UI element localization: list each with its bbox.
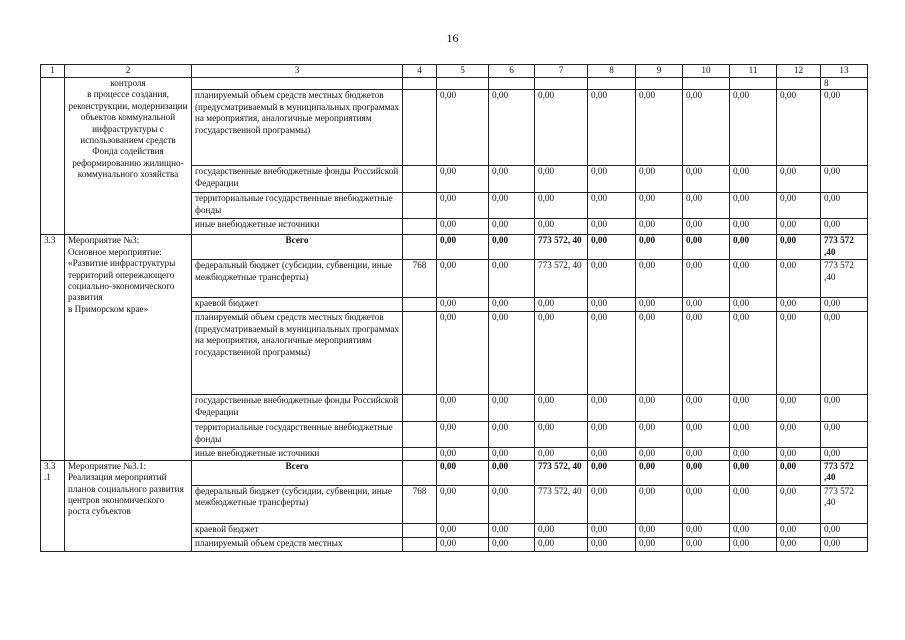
value-cell: 0,00 [489, 422, 535, 448]
value-cell [730, 78, 777, 90]
value-cell: 0,00 [777, 193, 821, 219]
value-cell: 0,00 [683, 193, 730, 219]
value-cell: 0,00 [535, 395, 588, 422]
value-cell: 0,00 [730, 395, 777, 422]
value-cell: 0,00 [588, 90, 636, 166]
value-cell: 0,00 [535, 219, 588, 235]
value-cell: 0,00 [730, 166, 777, 193]
budget-code [403, 193, 437, 219]
value-cell: 0,00 [730, 312, 777, 395]
value-cell: 0,00 [821, 219, 868, 235]
value-cell: 0,00 [535, 537, 588, 551]
value-cell: 0,00 [636, 395, 683, 422]
value-cell: 0,00 [683, 422, 730, 448]
value-cell: 0,00 [683, 235, 730, 260]
value-cell: 0,00 [535, 523, 588, 537]
value-cell: 0,00 [683, 395, 730, 422]
budget-code [403, 395, 437, 422]
column-header: 8 [588, 65, 636, 78]
value-cell: 0,00 [777, 219, 821, 235]
value-cell: 0,00 [588, 219, 636, 235]
value-cell: 0,00 [489, 90, 535, 166]
funding-source: планируемый объем средств местных бюджетов (предусматриваемый в муниципальных программах на мероприятия, аналогичные мероприятиям государственной программы) [192, 312, 403, 395]
column-header: 10 [683, 65, 730, 78]
value-cell: 0,00 [777, 523, 821, 537]
value-cell: 0,00 [821, 395, 868, 422]
value-cell: 0,00 [437, 523, 489, 537]
value-cell: 0,00 [588, 193, 636, 219]
value-cell: 0,00 [636, 166, 683, 193]
value-cell: 0,00 [636, 298, 683, 312]
value-cell: 0,00 [777, 166, 821, 193]
value-cell: 0,00 [777, 298, 821, 312]
value-cell: 0,00 [636, 235, 683, 260]
budget-code [403, 78, 437, 90]
value-cell: 0,00 [535, 312, 588, 395]
value-cell: 0,00 [588, 166, 636, 193]
item-number: 3.3 [41, 235, 65, 460]
value-cell: 0,00 [821, 298, 868, 312]
value-cell: 0,00 [437, 298, 489, 312]
value-cell: 0,00 [821, 312, 868, 395]
value-cell: 0,00 [588, 312, 636, 395]
value-cell: 8 [821, 78, 868, 90]
value-cell: 0,00 [730, 422, 777, 448]
value-cell: 0,00 [730, 193, 777, 219]
item-name: Мероприятие №3.1: Реализация мероприятий планов социального развития центров экономического роста субъектов [65, 460, 192, 551]
value-cell: 0,00 [821, 193, 868, 219]
value-cell: 0,00 [437, 166, 489, 193]
column-header: 1 [41, 65, 65, 78]
value-cell: 773 572, 40 [535, 260, 588, 298]
value-cell: 0,00 [489, 523, 535, 537]
budget-code [403, 90, 437, 166]
value-cell: 0,00 [636, 537, 683, 551]
value-cell: 0,00 [489, 537, 535, 551]
value-cell: 0,00 [730, 260, 777, 298]
value-cell: 0,00 [535, 90, 588, 166]
funding-source: планируемый объем средств местных бюджетов (предусматриваемый в муниципальных программах на мероприятия, аналогичные мероприятиям государственной программы) [192, 90, 403, 166]
budget-code [403, 537, 437, 551]
budget-code [403, 460, 437, 485]
value-cell: 0,00 [489, 260, 535, 298]
value-cell: 0,00 [777, 395, 821, 422]
funding-source: государственные внебюджетные фонды Российской Федерации [192, 166, 403, 193]
value-cell: 0,00 [588, 460, 636, 485]
value-cell [588, 78, 636, 90]
value-cell [683, 78, 730, 90]
value-cell: 0,00 [588, 298, 636, 312]
value-cell: 0,00 [535, 166, 588, 193]
column-header: 13 [821, 65, 868, 78]
value-cell [437, 78, 489, 90]
funding-source: иные внебюджетные источники [192, 219, 403, 235]
item-number [41, 78, 65, 235]
value-cell: 0,00 [777, 485, 821, 523]
budget-code [403, 422, 437, 448]
value-cell: 0,00 [437, 235, 489, 260]
budget-code [403, 523, 437, 537]
value-cell: 0,00 [683, 537, 730, 551]
funding-source [192, 78, 403, 90]
value-cell: 0,00 [636, 422, 683, 448]
value-cell: 0,00 [821, 90, 868, 166]
value-cell: 0,00 [683, 485, 730, 523]
column-header: 11 [730, 65, 777, 78]
funding-source: планируемый объем средств местных [192, 537, 403, 551]
value-cell: 0,00 [683, 298, 730, 312]
value-cell: 0,00 [489, 448, 535, 460]
budget-code [403, 298, 437, 312]
value-cell: 0,00 [636, 460, 683, 485]
budget-code [403, 312, 437, 395]
funding-source: иные внебюджетные источники [192, 448, 403, 460]
value-cell: 0,00 [636, 312, 683, 395]
total-label: Всего [192, 235, 403, 260]
value-cell: 0,00 [636, 448, 683, 460]
value-cell: 0,00 [588, 537, 636, 551]
value-cell: 0,00 [535, 448, 588, 460]
value-cell: 0,00 [437, 193, 489, 219]
funding-source: краевой бюджет [192, 523, 403, 537]
budget-code [403, 235, 437, 260]
budget-code [403, 448, 437, 460]
value-cell: 0,00 [821, 537, 868, 551]
value-cell: 0,00 [437, 537, 489, 551]
total-label: Всего [192, 460, 403, 485]
value-cell: 0,00 [730, 460, 777, 485]
value-cell: 0,00 [489, 298, 535, 312]
funding-source: государственные внебюджетные фонды Российской Федерации [192, 395, 403, 422]
value-cell: 0,00 [588, 485, 636, 523]
value-cell: 773 572 ,40 [821, 485, 868, 523]
value-cell: 0,00 [588, 235, 636, 260]
header-row [41, 65, 868, 78]
value-cell: 0,00 [437, 448, 489, 460]
value-cell: 0,00 [730, 298, 777, 312]
value-cell: 773 572 ,40 [821, 235, 868, 260]
value-cell: 0,00 [821, 448, 868, 460]
value-cell: 0,00 [588, 422, 636, 448]
value-cell: 0,00 [730, 90, 777, 166]
value-cell: 0,00 [588, 523, 636, 537]
value-cell: 0,00 [489, 460, 535, 485]
column-header: 3 [192, 65, 403, 78]
value-cell: 0,00 [437, 460, 489, 485]
value-cell [777, 78, 821, 90]
value-cell: 0,00 [437, 395, 489, 422]
value-cell: 0,00 [777, 90, 821, 166]
value-cell: 0,00 [437, 312, 489, 395]
funding-source: федеральный бюджет (субсидии, субвенции, иные межбюджетные трансферты) [192, 485, 403, 523]
value-cell: 0,00 [636, 485, 683, 523]
value-cell: 0,00 [730, 235, 777, 260]
value-cell: 0,00 [535, 298, 588, 312]
budget-code: 768 [403, 485, 437, 523]
funding-source: краевой бюджет [192, 298, 403, 312]
value-cell: 0,00 [489, 235, 535, 260]
value-cell: 0,00 [683, 312, 730, 395]
value-cell: 0,00 [821, 422, 868, 448]
funding-source: территориальные государственные внебюджетные фонды [192, 422, 403, 448]
value-cell: 0,00 [588, 260, 636, 298]
value-cell: 0,00 [777, 422, 821, 448]
column-header: 7 [535, 65, 588, 78]
budget-table [40, 64, 868, 552]
value-cell: 0,00 [636, 90, 683, 166]
value-cell: 0,00 [489, 395, 535, 422]
value-cell: 0,00 [683, 166, 730, 193]
value-cell: 0,00 [437, 219, 489, 235]
value-cell: 0,00 [636, 193, 683, 219]
value-cell: 773 572, 40 [535, 485, 588, 523]
value-cell: 0,00 [730, 537, 777, 551]
value-cell [489, 78, 535, 90]
value-cell: 0,00 [588, 395, 636, 422]
value-cell: 773 572, 40 [535, 235, 588, 260]
value-cell: 0,00 [489, 312, 535, 395]
value-cell: 0,00 [683, 460, 730, 485]
value-cell: 0,00 [489, 485, 535, 523]
budget-code [403, 219, 437, 235]
value-cell: 0,00 [821, 523, 868, 537]
value-cell: 0,00 [489, 166, 535, 193]
value-cell: 0,00 [821, 166, 868, 193]
value-cell: 0,00 [588, 448, 636, 460]
value-cell: 0,00 [535, 193, 588, 219]
value-cell: 0,00 [683, 523, 730, 537]
funding-source: федеральный бюджет (субсидии, субвенции, иные межбюджетные трансферты) [192, 260, 403, 298]
column-header: 5 [437, 65, 489, 78]
value-cell: 0,00 [777, 260, 821, 298]
value-cell: 0,00 [535, 422, 588, 448]
page-number: 16 [446, 31, 459, 45]
value-cell: 0,00 [683, 260, 730, 298]
value-cell [636, 78, 683, 90]
value-cell: 0,00 [683, 219, 730, 235]
value-cell: 0,00 [777, 460, 821, 485]
value-cell: 0,00 [683, 448, 730, 460]
column-header: 2 [65, 65, 192, 78]
table-row [41, 78, 868, 90]
value-cell: 0,00 [489, 219, 535, 235]
column-header: 9 [636, 65, 683, 78]
value-cell: 0,00 [437, 485, 489, 523]
value-cell: 0,00 [777, 235, 821, 260]
item-number: 3.3 .1 [41, 460, 65, 551]
value-cell: 0,00 [777, 448, 821, 460]
column-header: 12 [777, 65, 821, 78]
value-cell: 0,00 [777, 312, 821, 395]
value-cell: 773 572 ,40 [821, 260, 868, 298]
value-cell: 0,00 [683, 90, 730, 166]
value-cell: 0,00 [730, 523, 777, 537]
funding-source: территориальные государственные внебюджетные фонды [192, 193, 403, 219]
column-header: 6 [489, 65, 535, 78]
item-name: Мероприятие №3: Основное мероприятие: «Развитие инфраструктуры территорий опережающего социально-экономического развития в Приморском крае» [65, 235, 192, 460]
value-cell: 0,00 [636, 260, 683, 298]
value-cell: 0,00 [777, 537, 821, 551]
table-row [41, 235, 868, 260]
value-cell: 0,00 [489, 193, 535, 219]
budget-code [403, 166, 437, 193]
value-cell: 773 572 ,40 [821, 460, 868, 485]
value-cell [535, 78, 588, 90]
value-cell: 0,00 [636, 523, 683, 537]
budget-code: 768 [403, 260, 437, 298]
value-cell: 0,00 [730, 485, 777, 523]
value-cell: 0,00 [636, 219, 683, 235]
item-name: контроля в процессе создания, реконструкции, модернизации объектов коммунальной инфраструктуры с использованием средств Фонда содействия реформированию жилищно-коммунального хозяйства [65, 78, 192, 235]
table-row [41, 460, 868, 485]
value-cell: 0,00 [437, 422, 489, 448]
value-cell: 0,00 [730, 219, 777, 235]
value-cell: 0,00 [437, 90, 489, 166]
value-cell: 773 572, 40 [535, 460, 588, 485]
value-cell: 0,00 [730, 448, 777, 460]
value-cell: 0,00 [437, 260, 489, 298]
column-header: 4 [403, 65, 437, 78]
